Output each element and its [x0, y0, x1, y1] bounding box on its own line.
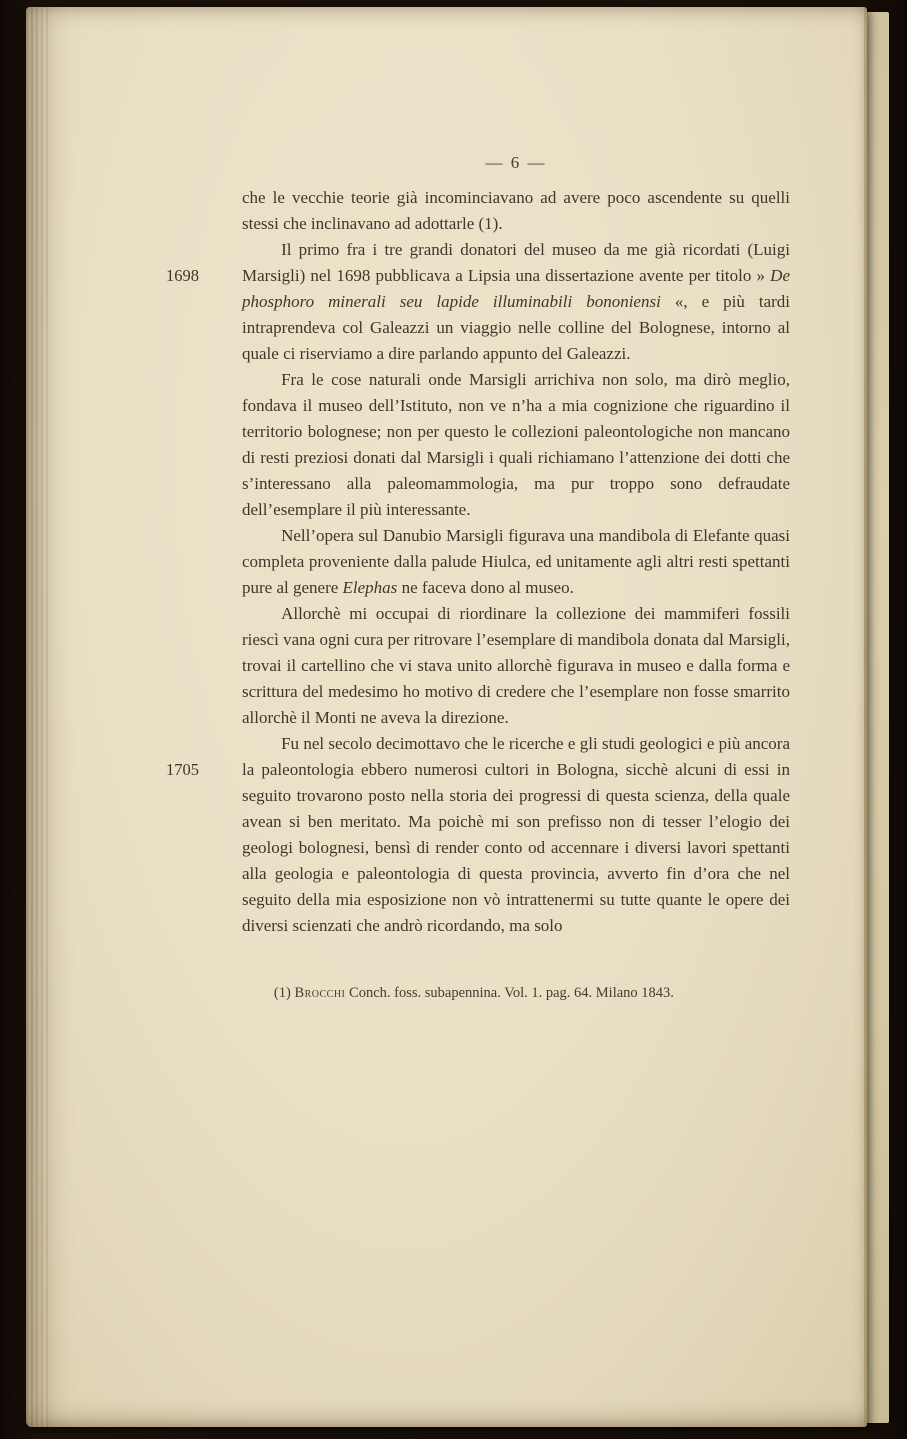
text-run: Il primo fra i tre grandi donatori del museo da me già ricordati (Luigi Marsigli) nel 1698 pubblicava a Lipsia una dissertazione avente per titolo »: [242, 240, 790, 285]
text-run-italic: Elephas: [342, 578, 398, 597]
text-run-italic: De phosphoro minerali seu lapide illuminabili bononiensi: [242, 266, 790, 311]
paragraph: [242, 523, 790, 601]
footnote: [242, 983, 790, 1003]
text-run: che le vecchie teorie già incominciavano ad avere poco ascendente su quelli stessi che inclinavano ad adottarle (1).: [242, 188, 790, 233]
paragraph: [242, 367, 790, 523]
text-run: Fu nel secolo decimottavo che le ricerche e gli studi geologici e più ancora la paleontologia ebbero numerosi cultori in Bologna, sicchè alcuni di essi in seguito trovarono posto nella storia dei progressi di questa scienza, della quale avean si ben meritato. Ma poichè mi son prefisso non di tesser l’elogio dei geologi bolognesi, bensì di render conto od accennare i diversi lavori spettanti alla geologia e paleontologia di questa provincia, avverto fin d’ora che nel seguito della mia esposizione non vò intrattenermi su tutte quante le opere dei diversi scienzati che andrò ricordando, ma solo: [242, 734, 790, 935]
page-number: — 6 —: [485, 153, 547, 172]
text-run: Nell’opera sul Danubio Marsigli figurava una mandibola di Elefante quasi completa proveniente dalla palude Hiulca, ed unitamente agli altri resti spettanti pure al genere: [242, 526, 790, 597]
binding-edge: [26, 7, 48, 1427]
paragraph: [242, 185, 790, 237]
margin-year-note: 1705: [166, 760, 199, 779]
text-run: Fra le cose naturali onde Marsigli arrichiva non solo, ma dirò meglio, fondava il museo dell’Istituto, non ve n’ha a mia cognizione che riguardino il territorio bolognese; non per questo le collezioni paleontologiche non mancano di resti preziosi donati dal Marsigli i quali richiamano l’attenzione dei dotti che s’interessano alla paleomammologia, ma pur troppo sono defraudate dell’esemplare il più interessante.: [242, 370, 790, 519]
margin-year-note: 1698: [166, 266, 199, 285]
text-run: ne faceva dono al museo.: [397, 578, 574, 597]
paragraph: [166, 237, 791, 367]
text-run: (1): [273, 985, 295, 1001]
text-run: «, e più tardi intraprendeva col Galeazzi un viaggio nelle colline del Bolognese, intorno al quale ci riserviamo a dire parlando appunto del Galeazzi.: [242, 292, 791, 363]
book-page: [26, 7, 867, 1427]
text-column: [166, 185, 791, 1018]
text-run-smallcaps: Brocchi: [294, 985, 346, 1001]
page-edge-line: [864, 7, 867, 1427]
text-run: Conch. foss. subapennina. Vol. 1. pag. 64. Milano 1843.: [345, 985, 674, 1001]
paragraph: [242, 601, 790, 731]
paragraph: [166, 731, 790, 939]
text-run: Allorchè mi occupai di riordinare la collezione dei mammiferi fossili riescì vana ogni cura per ritrovare l’esemplare di mandibola donata dal Marsigli, trovai il cartellino che vi stava unito allorchè figurava in museo e dalla forma e scrittura del medesimo ho motivo di credere che l’esemplare non fosse smarrito allorchè il Monti ne aveva la direzione.: [242, 604, 790, 727]
paragraphs: [166, 185, 791, 939]
